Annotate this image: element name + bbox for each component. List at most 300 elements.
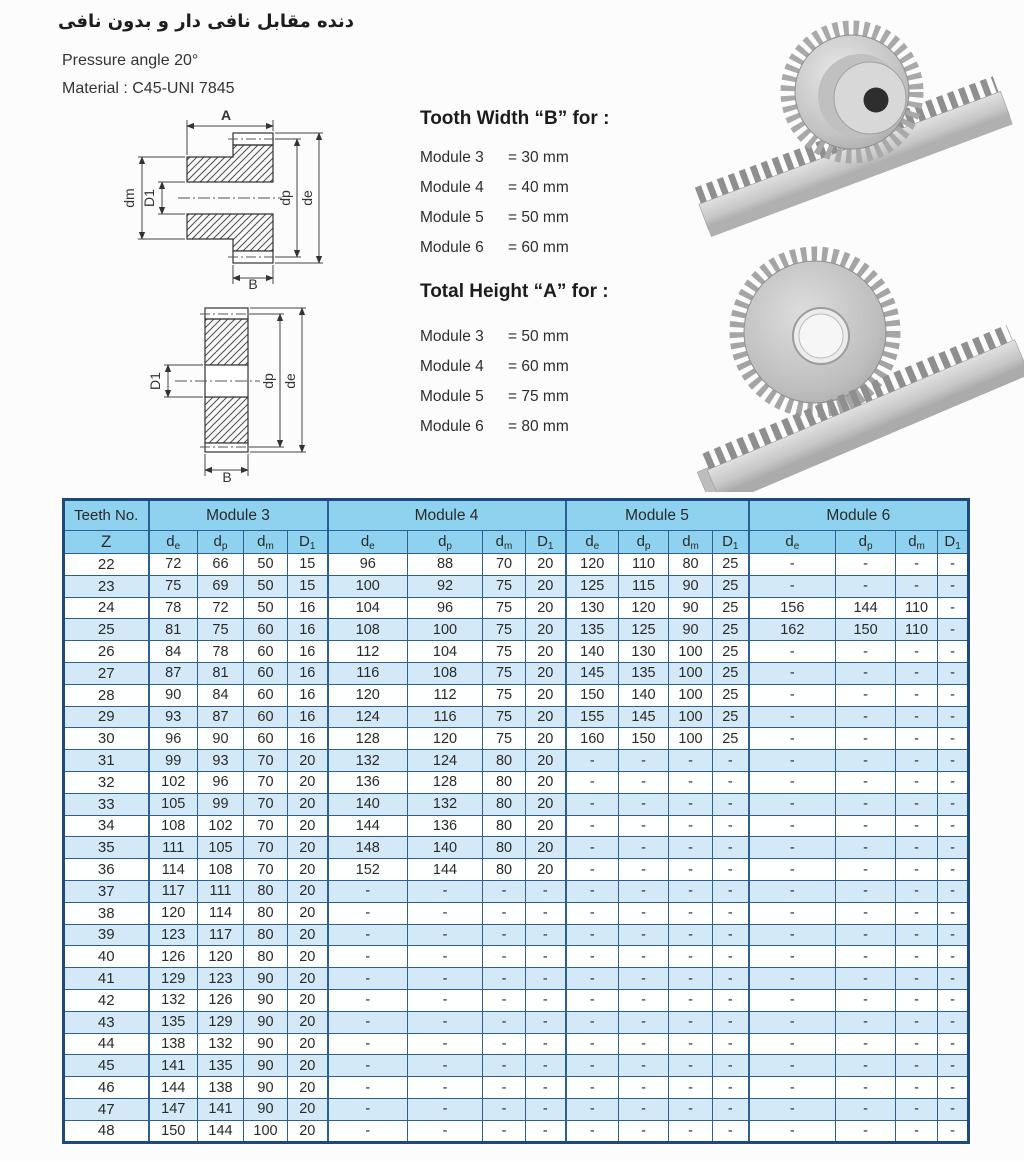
cell-m4: 100 bbox=[408, 619, 483, 641]
cell-m4: 136 bbox=[408, 815, 483, 837]
cell-m3: 84 bbox=[149, 641, 198, 663]
cell-m5: - bbox=[713, 1077, 749, 1099]
cell-m5: - bbox=[669, 1055, 713, 1077]
cell-m4: - bbox=[526, 1011, 566, 1033]
spec-value: = 40 mm bbox=[508, 179, 569, 196]
cell-m6: - bbox=[836, 1011, 896, 1033]
cell-m5: - bbox=[566, 1011, 619, 1033]
cell-m4: - bbox=[408, 924, 483, 946]
cell-m3: 96 bbox=[149, 728, 198, 750]
cell-m3: 70 bbox=[244, 793, 288, 815]
cell-m3: 81 bbox=[198, 662, 244, 684]
spec-module-label: Module 6 bbox=[420, 418, 484, 435]
cell-m6: - bbox=[749, 815, 836, 837]
cell-m6: - bbox=[749, 684, 836, 706]
cell-m4: - bbox=[483, 880, 526, 902]
module-group-header: Module 3 bbox=[149, 500, 328, 531]
cell-m5: - bbox=[619, 902, 669, 924]
cell-m6: - bbox=[896, 575, 938, 597]
cell-z: 23 bbox=[64, 575, 149, 597]
spec-module-label: Module 3 bbox=[420, 149, 484, 166]
cell-m4: - bbox=[483, 1033, 526, 1055]
cell-m4: - bbox=[328, 968, 408, 990]
cell-m4: 80 bbox=[483, 793, 526, 815]
sub-column-header: $d_p$ bbox=[408, 531, 483, 554]
cell-m4: 112 bbox=[328, 641, 408, 663]
cell-m5: - bbox=[713, 859, 749, 881]
cell-m3: 129 bbox=[149, 968, 198, 990]
cell-m5: 100 bbox=[669, 728, 713, 750]
spec-value: = 60 mm bbox=[508, 358, 569, 375]
cell-m3: 75 bbox=[198, 619, 244, 641]
dim-label-D1: D1 bbox=[141, 189, 157, 207]
teeth-no-header: Teeth No. bbox=[64, 500, 149, 531]
cell-m3: 20 bbox=[288, 1011, 328, 1033]
cell-m3: 72 bbox=[198, 597, 244, 619]
cell-m3: 135 bbox=[149, 1011, 198, 1033]
cell-m4: 120 bbox=[408, 728, 483, 750]
cell-m6: - bbox=[938, 641, 969, 663]
cell-m5: - bbox=[713, 771, 749, 793]
cell-m5: - bbox=[619, 771, 669, 793]
sub-column-header: $d_e$ bbox=[149, 531, 198, 554]
cell-m6: - bbox=[938, 1120, 969, 1142]
cell-m5: - bbox=[713, 837, 749, 859]
spec-value: = 30 mm bbox=[508, 149, 569, 166]
cell-m5: - bbox=[669, 1011, 713, 1033]
cell-z: 41 bbox=[64, 968, 149, 990]
cell-m4: - bbox=[483, 989, 526, 1011]
cell-z: 43 bbox=[64, 1011, 149, 1033]
sub-column-header: $d_m$ bbox=[896, 531, 938, 554]
spec-module-label: Module 5 bbox=[420, 388, 484, 405]
spec-module-label: Module 5 bbox=[420, 209, 484, 226]
cell-m3: 50 bbox=[244, 575, 288, 597]
cell-m4: - bbox=[328, 946, 408, 968]
total-height-item bbox=[420, 412, 569, 442]
cell-m3: 60 bbox=[244, 662, 288, 684]
cell-m5: - bbox=[566, 793, 619, 815]
cell-m5: - bbox=[566, 859, 619, 881]
cell-m3: 90 bbox=[244, 1055, 288, 1077]
cell-m5: - bbox=[566, 989, 619, 1011]
cell-m5: - bbox=[566, 880, 619, 902]
gear-with-hub-on-rack-photo bbox=[690, 0, 1024, 242]
cell-m4: 20 bbox=[526, 662, 566, 684]
cell-m6: - bbox=[749, 946, 836, 968]
cell-z: 27 bbox=[64, 662, 149, 684]
cell-m4: 80 bbox=[483, 837, 526, 859]
cell-m6: - bbox=[896, 706, 938, 728]
cell-m4: 75 bbox=[483, 619, 526, 641]
cell-m3: 135 bbox=[198, 1055, 244, 1077]
table-row bbox=[64, 1077, 969, 1099]
cell-z: 33 bbox=[64, 793, 149, 815]
cell-m5: - bbox=[713, 750, 749, 772]
cell-m4: 20 bbox=[526, 859, 566, 881]
material-text: Material : C45-UNI 7845 bbox=[62, 80, 235, 97]
cell-m6: - bbox=[938, 859, 969, 881]
cell-m6: - bbox=[749, 554, 836, 576]
cell-m6: - bbox=[836, 641, 896, 663]
cell-m6: - bbox=[938, 597, 969, 619]
cell-m3: 90 bbox=[244, 1033, 288, 1055]
cell-m4: - bbox=[408, 1011, 483, 1033]
cell-m5: - bbox=[713, 989, 749, 1011]
cell-m5: - bbox=[713, 946, 749, 968]
cell-z: 32 bbox=[64, 771, 149, 793]
spec-value: = 80 mm bbox=[508, 418, 569, 435]
total-height-heading: Total Height “A” for : bbox=[420, 281, 609, 302]
cell-m6: - bbox=[938, 815, 969, 837]
dim-label-de: de bbox=[299, 190, 315, 206]
cell-m3: 20 bbox=[288, 1033, 328, 1055]
cell-m6: - bbox=[749, 1120, 836, 1142]
cell-m6: - bbox=[836, 1055, 896, 1077]
cell-m4: 104 bbox=[408, 641, 483, 663]
cell-m6: - bbox=[749, 728, 836, 750]
cell-m4: - bbox=[526, 924, 566, 946]
flat-gear-on-rack-photo bbox=[690, 242, 1024, 492]
cell-m4: - bbox=[483, 1120, 526, 1142]
cell-z: 44 bbox=[64, 1033, 149, 1055]
cell-m4: 75 bbox=[483, 706, 526, 728]
cell-m6: - bbox=[896, 554, 938, 576]
cell-m6: - bbox=[938, 662, 969, 684]
cell-z: 24 bbox=[64, 597, 149, 619]
cell-m4: - bbox=[526, 946, 566, 968]
tooth-width-list bbox=[420, 143, 569, 263]
cell-m5: - bbox=[669, 837, 713, 859]
cell-m5: - bbox=[619, 837, 669, 859]
cell-m4: - bbox=[483, 968, 526, 990]
cell-m6: - bbox=[836, 728, 896, 750]
cell-m4: 116 bbox=[408, 706, 483, 728]
cell-m4: - bbox=[483, 902, 526, 924]
total-height-list bbox=[420, 322, 569, 442]
cell-m5: 25 bbox=[713, 641, 749, 663]
cell-m5: - bbox=[566, 771, 619, 793]
cell-m4: 20 bbox=[526, 771, 566, 793]
cell-m3: 15 bbox=[288, 554, 328, 576]
spec-value: = 60 mm bbox=[508, 239, 569, 256]
cell-m4: - bbox=[408, 1120, 483, 1142]
cell-m4: 140 bbox=[408, 837, 483, 859]
cell-m4: 80 bbox=[483, 859, 526, 881]
cell-z: 36 bbox=[64, 859, 149, 881]
cell-m6: - bbox=[938, 1077, 969, 1099]
cell-m6: 144 bbox=[836, 597, 896, 619]
cell-m6: - bbox=[938, 902, 969, 924]
cell-m3: 144 bbox=[198, 1120, 244, 1142]
cell-m4: 80 bbox=[483, 815, 526, 837]
tooth-width-item bbox=[420, 233, 569, 263]
cell-m4: 75 bbox=[483, 662, 526, 684]
cell-m3: 114 bbox=[198, 902, 244, 924]
cell-z: 30 bbox=[64, 728, 149, 750]
module-group-header: Module 6 bbox=[749, 500, 969, 531]
cell-m4: - bbox=[328, 1098, 408, 1120]
cell-m3: 20 bbox=[288, 1055, 328, 1077]
cell-m3: 72 bbox=[149, 554, 198, 576]
cell-m3: 114 bbox=[149, 859, 198, 881]
cell-m6: - bbox=[938, 684, 969, 706]
cell-m5: - bbox=[669, 793, 713, 815]
cell-m6: - bbox=[938, 1055, 969, 1077]
cell-m3: 105 bbox=[198, 837, 244, 859]
table-row bbox=[64, 815, 969, 837]
cell-m5: - bbox=[566, 1120, 619, 1142]
cell-m5: - bbox=[619, 968, 669, 990]
cell-m6: - bbox=[836, 989, 896, 1011]
cell-m6: - bbox=[896, 684, 938, 706]
cell-m4: 20 bbox=[526, 793, 566, 815]
cell-m5: 110 bbox=[619, 554, 669, 576]
cell-m5: - bbox=[566, 837, 619, 859]
cell-m3: 20 bbox=[288, 815, 328, 837]
cell-m4: - bbox=[526, 989, 566, 1011]
spec-value: = 75 mm bbox=[508, 388, 569, 405]
table-row bbox=[64, 662, 969, 684]
cell-m6: - bbox=[938, 1033, 969, 1055]
cell-m6: - bbox=[896, 989, 938, 1011]
cell-m5: 145 bbox=[566, 662, 619, 684]
cell-m4: - bbox=[526, 880, 566, 902]
table-row bbox=[64, 575, 969, 597]
cell-m4: - bbox=[408, 1098, 483, 1120]
cell-m4: 100 bbox=[328, 575, 408, 597]
cell-m6: - bbox=[836, 946, 896, 968]
cell-m6: - bbox=[836, 554, 896, 576]
cell-m4: - bbox=[328, 924, 408, 946]
cell-z: 29 bbox=[64, 706, 149, 728]
cell-m6: - bbox=[749, 924, 836, 946]
cell-m4: 144 bbox=[328, 815, 408, 837]
cell-m6: - bbox=[896, 880, 938, 902]
table-row bbox=[64, 771, 969, 793]
spec-value: = 50 mm bbox=[508, 328, 569, 345]
cell-m5: - bbox=[566, 815, 619, 837]
cell-m5: 160 bbox=[566, 728, 619, 750]
cell-m6: - bbox=[749, 575, 836, 597]
cell-m6: - bbox=[896, 771, 938, 793]
cell-m6: - bbox=[938, 771, 969, 793]
cell-m3: 123 bbox=[149, 924, 198, 946]
module-group-header: Module 4 bbox=[328, 500, 566, 531]
cell-m4: - bbox=[483, 924, 526, 946]
cell-m3: 129 bbox=[198, 1011, 244, 1033]
cell-m3: 20 bbox=[288, 750, 328, 772]
cell-m6: - bbox=[836, 684, 896, 706]
sub-column-header: $d_p$ bbox=[619, 531, 669, 554]
cell-m6: - bbox=[938, 706, 969, 728]
cell-m6: - bbox=[896, 946, 938, 968]
sub-column-header: $d_p$ bbox=[836, 531, 896, 554]
table-row bbox=[64, 924, 969, 946]
cell-m3: 90 bbox=[244, 968, 288, 990]
spec-module-label: Module 4 bbox=[420, 179, 484, 196]
cell-m3: 20 bbox=[288, 880, 328, 902]
cell-m5: 25 bbox=[713, 619, 749, 641]
cell-m6: - bbox=[896, 1077, 938, 1099]
page-title: دنده مقابل نافی دار و بدون نافی bbox=[58, 11, 354, 32]
cell-m3: 150 bbox=[149, 1120, 198, 1142]
module-group-header: Module 5 bbox=[566, 500, 749, 531]
cell-m4: 144 bbox=[408, 859, 483, 881]
cell-m6: - bbox=[938, 924, 969, 946]
cell-m5: - bbox=[669, 880, 713, 902]
table-row bbox=[64, 554, 969, 576]
cell-m4: 152 bbox=[328, 859, 408, 881]
cell-m5: 155 bbox=[566, 706, 619, 728]
cell-m6: - bbox=[749, 1077, 836, 1099]
cell-m4: - bbox=[526, 1077, 566, 1099]
cell-z: 35 bbox=[64, 837, 149, 859]
cell-m4: 92 bbox=[408, 575, 483, 597]
cell-m5: - bbox=[566, 1033, 619, 1055]
cell-m3: 84 bbox=[198, 684, 244, 706]
cell-m4: - bbox=[328, 880, 408, 902]
cell-m6: - bbox=[938, 989, 969, 1011]
cell-m4: 96 bbox=[328, 554, 408, 576]
cell-m6: - bbox=[938, 793, 969, 815]
cell-m5: - bbox=[619, 793, 669, 815]
cell-m6: - bbox=[836, 771, 896, 793]
sub-column-header: $D_1$ bbox=[526, 531, 566, 554]
cell-m5: - bbox=[713, 902, 749, 924]
cell-m5: 140 bbox=[619, 684, 669, 706]
cell-z: 37 bbox=[64, 880, 149, 902]
cell-m4: - bbox=[526, 968, 566, 990]
cell-m4: 108 bbox=[328, 619, 408, 641]
cell-m3: 60 bbox=[244, 706, 288, 728]
spec-value: = 50 mm bbox=[508, 209, 569, 226]
cell-m4: - bbox=[408, 880, 483, 902]
cell-m5: 100 bbox=[669, 641, 713, 663]
cell-m4: 20 bbox=[526, 641, 566, 663]
cell-m5: - bbox=[619, 750, 669, 772]
cell-m6: - bbox=[836, 924, 896, 946]
sub-column-header: $d_e$ bbox=[328, 531, 408, 554]
cell-m3: 20 bbox=[288, 968, 328, 990]
cell-m4: - bbox=[328, 989, 408, 1011]
cell-m3: 108 bbox=[149, 815, 198, 837]
cell-m6: - bbox=[938, 946, 969, 968]
cell-m4: - bbox=[526, 902, 566, 924]
cell-m5: 100 bbox=[669, 684, 713, 706]
cell-m3: 60 bbox=[244, 728, 288, 750]
cell-m6: - bbox=[749, 880, 836, 902]
cell-m3: 16 bbox=[288, 662, 328, 684]
cell-m5: - bbox=[669, 1033, 713, 1055]
cell-m6: - bbox=[896, 902, 938, 924]
cell-m6: - bbox=[896, 750, 938, 772]
cell-m5: - bbox=[669, 902, 713, 924]
cell-m6: - bbox=[836, 968, 896, 990]
cell-z: 46 bbox=[64, 1077, 149, 1099]
cell-z: 39 bbox=[64, 924, 149, 946]
sub-column-header: $d_m$ bbox=[244, 531, 288, 554]
cell-m5: - bbox=[619, 1120, 669, 1142]
cell-m6: - bbox=[836, 793, 896, 815]
cell-m5: 80 bbox=[669, 554, 713, 576]
cell-m3: 120 bbox=[198, 946, 244, 968]
cell-m5: - bbox=[669, 989, 713, 1011]
cell-m4: - bbox=[328, 1120, 408, 1142]
cell-m5: - bbox=[566, 946, 619, 968]
tooth-width-item bbox=[420, 173, 569, 203]
cell-m5: - bbox=[669, 859, 713, 881]
module-header-row bbox=[64, 500, 969, 531]
cell-m4: - bbox=[483, 946, 526, 968]
table-row bbox=[64, 1120, 969, 1142]
cell-m6: - bbox=[749, 989, 836, 1011]
cell-m3: 50 bbox=[244, 554, 288, 576]
cell-m4: 148 bbox=[328, 837, 408, 859]
cell-m4: - bbox=[408, 1033, 483, 1055]
spec-module-label: Module 4 bbox=[420, 358, 484, 375]
cell-m6: - bbox=[938, 728, 969, 750]
cell-m5: - bbox=[669, 1098, 713, 1120]
cell-m6: - bbox=[896, 1098, 938, 1120]
cell-m5: 120 bbox=[619, 597, 669, 619]
dim-label-B-2: B bbox=[222, 469, 232, 484]
cell-m5: 90 bbox=[669, 619, 713, 641]
cell-m6: - bbox=[836, 815, 896, 837]
cell-m3: 100 bbox=[244, 1120, 288, 1142]
cell-m5: - bbox=[713, 1055, 749, 1077]
cell-m6: - bbox=[836, 859, 896, 881]
cell-m6: - bbox=[749, 793, 836, 815]
cell-m6: - bbox=[896, 1011, 938, 1033]
cell-z: 40 bbox=[64, 946, 149, 968]
cell-m3: 20 bbox=[288, 946, 328, 968]
cell-m3: 20 bbox=[288, 902, 328, 924]
cell-m5: - bbox=[619, 859, 669, 881]
cell-m5: 150 bbox=[566, 684, 619, 706]
sub-column-header: $d_m$ bbox=[669, 531, 713, 554]
cell-m4: - bbox=[328, 1033, 408, 1055]
cell-m3: 80 bbox=[244, 946, 288, 968]
cell-m6: - bbox=[836, 662, 896, 684]
sub-column-header: $d_e$ bbox=[749, 531, 836, 554]
cell-m3: 90 bbox=[244, 1098, 288, 1120]
cell-z: 34 bbox=[64, 815, 149, 837]
cell-m3: 105 bbox=[149, 793, 198, 815]
cell-m6: - bbox=[938, 575, 969, 597]
cell-m4: - bbox=[483, 1077, 526, 1099]
cell-m3: 111 bbox=[198, 880, 244, 902]
cell-m5: 150 bbox=[619, 728, 669, 750]
cell-m3: 20 bbox=[288, 989, 328, 1011]
cell-m3: 102 bbox=[149, 771, 198, 793]
cell-m6: - bbox=[938, 1011, 969, 1033]
cell-m4: 70 bbox=[483, 554, 526, 576]
table-row bbox=[64, 946, 969, 968]
cell-m6: - bbox=[938, 619, 969, 641]
cell-m5: - bbox=[619, 989, 669, 1011]
cell-m5: 145 bbox=[619, 706, 669, 728]
cell-m5: 25 bbox=[713, 706, 749, 728]
dim-label-D1-2: D1 bbox=[147, 372, 163, 390]
cell-m3: 126 bbox=[198, 989, 244, 1011]
cell-m6: - bbox=[836, 706, 896, 728]
cell-m3: 60 bbox=[244, 619, 288, 641]
cell-m6: - bbox=[896, 815, 938, 837]
cell-m4: - bbox=[483, 1098, 526, 1120]
table-row bbox=[64, 837, 969, 859]
cell-m6: - bbox=[749, 771, 836, 793]
